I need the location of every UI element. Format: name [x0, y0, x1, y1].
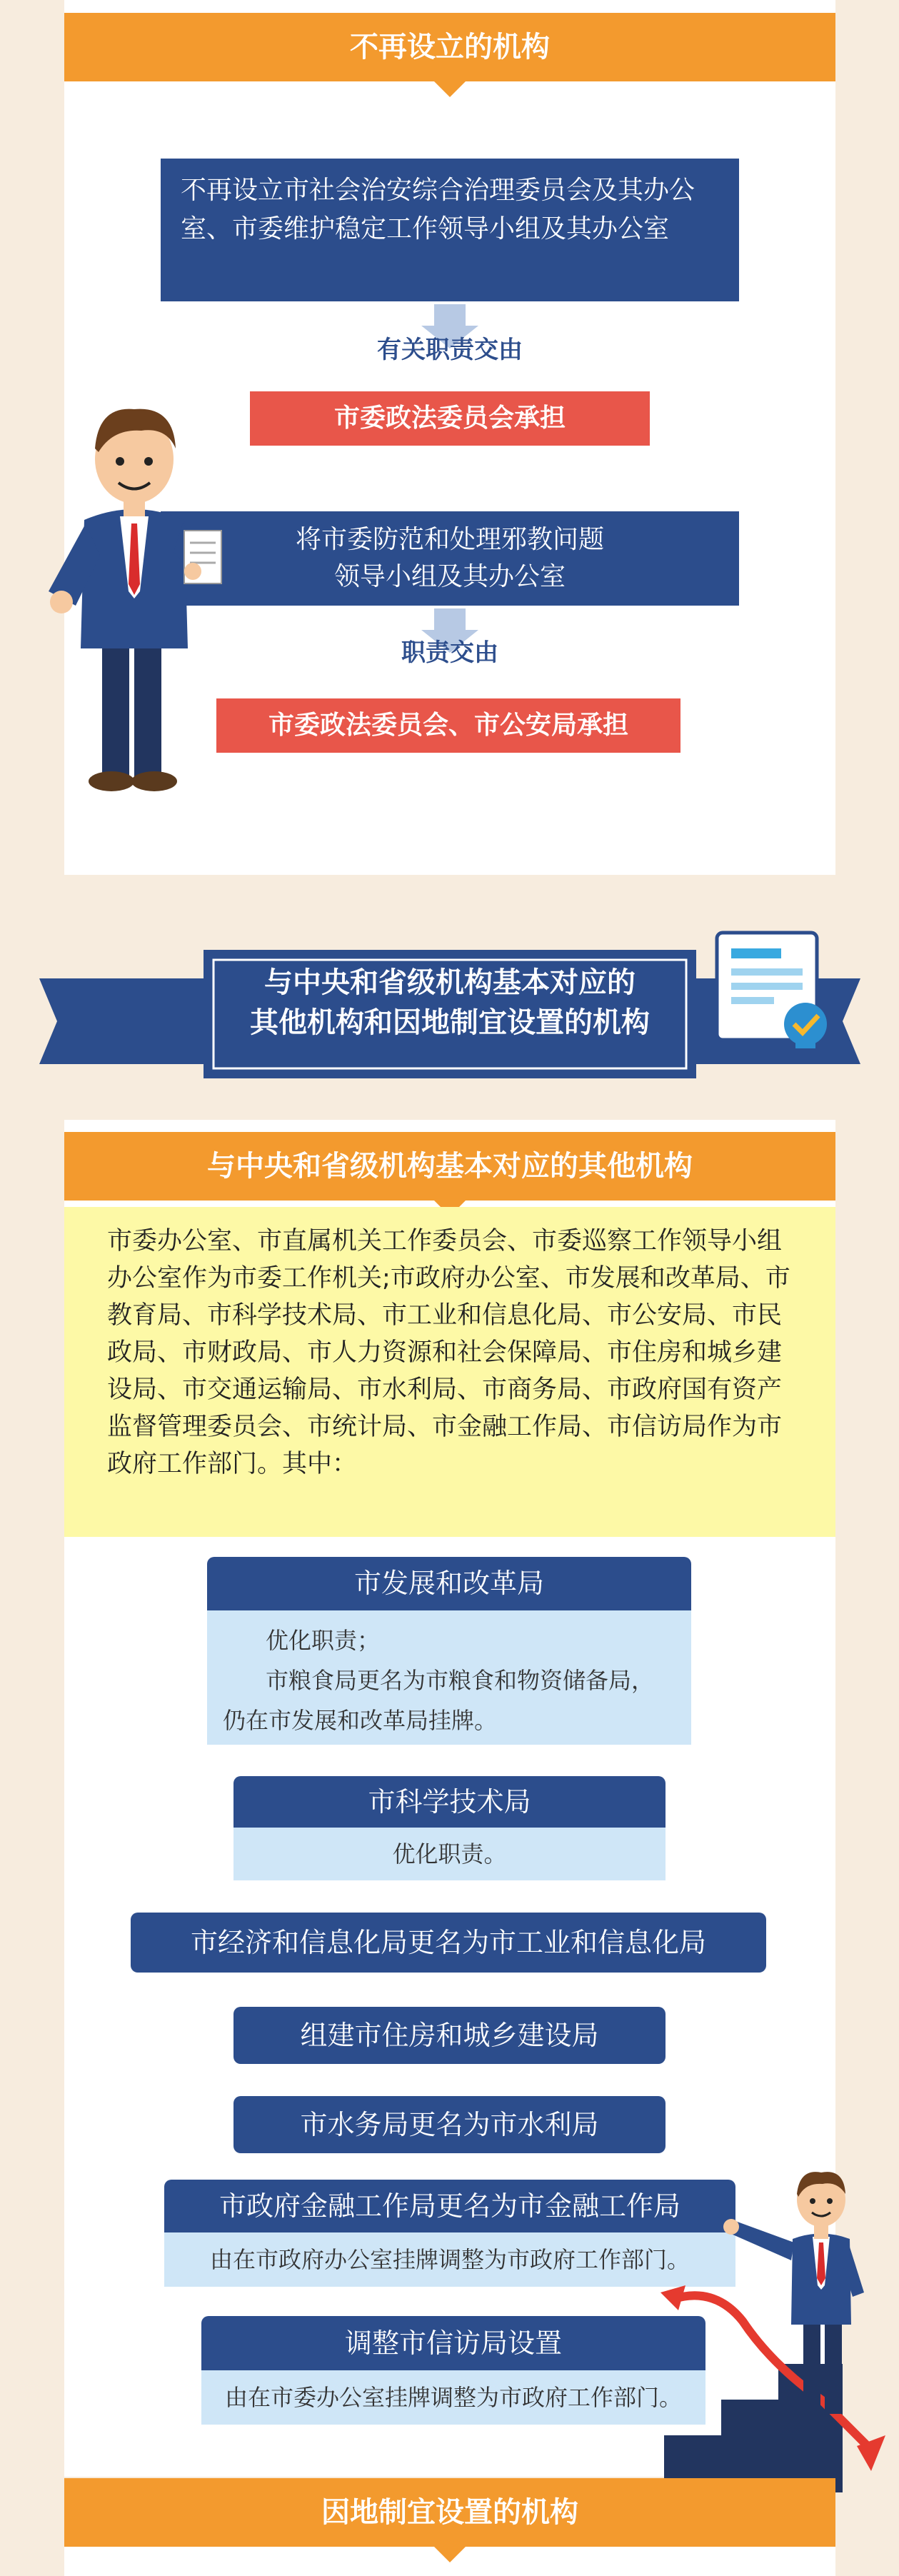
banner-line1: 与中央和省级机构基本对应的: [264, 966, 636, 999]
certificate-icon: [714, 930, 839, 1051]
banner-text: [214, 963, 685, 1043]
item7-line1: 由在市委办公室挂牌调整为市政府工作部门。: [224, 2384, 682, 2411]
item7-title: [201, 2316, 705, 2370]
section3-title-bar: [64, 2478, 835, 2547]
section1-box2-line1: 将市委防范和处理邪教问题: [295, 525, 604, 554]
item2-line1: 优化职责。: [392, 1840, 507, 1868]
item6-title-text: 市政府金融工作局更名为市金融工作局: [219, 2190, 680, 2222]
item4-title-text: 组建市住房和城乡建设局: [300, 2020, 599, 2051]
item2-body: [233, 1828, 666, 1880]
section1-result1-text: 市委政法委员会承担: [333, 404, 566, 433]
section1-box1-text: 不再设立市社会治安综合治理委员会及其办公室、市委维护稳定工作领导小组及其办公室: [181, 176, 695, 244]
item5-title: [233, 2096, 666, 2153]
section2-intro-box: [64, 1207, 835, 1537]
section2-title-bar: [64, 1132, 835, 1201]
section3-title: 因地制宜设置的机构: [321, 2496, 578, 2529]
item1-line1: 优化职责；: [266, 1627, 381, 1654]
section1-title-bar: [64, 13, 835, 81]
item5-title-text: 市水务局更名为市水利局: [300, 2109, 599, 2140]
item2-title: [233, 1776, 666, 1828]
item1-title: [207, 1557, 691, 1610]
item1-body: [207, 1610, 691, 1745]
item6-body: [164, 2232, 735, 2287]
item6-line1: 由在市政府办公室挂牌调整为市政府工作部门。: [209, 2246, 690, 2273]
item7-title-text: 调整市信访局设置: [344, 2327, 562, 2359]
section1-box2: [161, 511, 739, 606]
section1-box1: [161, 159, 739, 301]
section1-result2-text: 市委政法委员会、市公安局承担: [268, 711, 628, 740]
section1-result2: [216, 698, 680, 753]
item6-title: [164, 2180, 735, 2232]
item1-title-text: 市发展和改革局: [353, 1568, 544, 1599]
section1-arrow2-label: 职责交由: [401, 638, 498, 667]
businessman-illustration: [34, 377, 234, 806]
section1-title-pointer: [434, 81, 466, 97]
section1-arrow1-label: 有关职责交由: [377, 336, 523, 364]
businessman-stairs-illustration: [657, 2171, 896, 2492]
item4-title: [233, 2007, 666, 2064]
item1-line2: 市粮食局更名为市粮食和物资储备局，仍在市发展和改革局挂牌。: [223, 1667, 655, 1734]
section2-intro-text: 市委办公室、市直属机关工作委员会、市委巡察工作领导小组办公室作为市委工作机关;市政府办公室、市发展和改革局、市教育局、市科学技术局、市工业和信息化局、市公安局、市民政局、市财政局、市人力资源和社会保障局、市住房和城乡建设局、市交通运输局、市水利局、市商务局、市政府国有资产监督管理委员会、市统计局、市金融工作局、市信访局作为市政府工作部门。其中：: [107, 1227, 790, 1478]
item3-title: [131, 1913, 766, 1973]
banner-line2: 其他机构和因地制宜设置的机构: [250, 1006, 650, 1039]
item2-title-text: 市科学技术局: [368, 1786, 531, 1818]
item7-body: [201, 2370, 705, 2425]
section1-title: 不再设立的机构: [350, 31, 550, 64]
section1-box2-line2: 领导小组及其办公室: [333, 562, 566, 591]
item3-title-text: 市经济和信息化局更名为市工业和信息化局: [190, 1927, 706, 1958]
section2-title: 与中央和省级机构基本对应的其他机构: [207, 1150, 693, 1183]
section3-title-pointer: [434, 2547, 466, 2562]
section1-result1: [250, 391, 650, 446]
